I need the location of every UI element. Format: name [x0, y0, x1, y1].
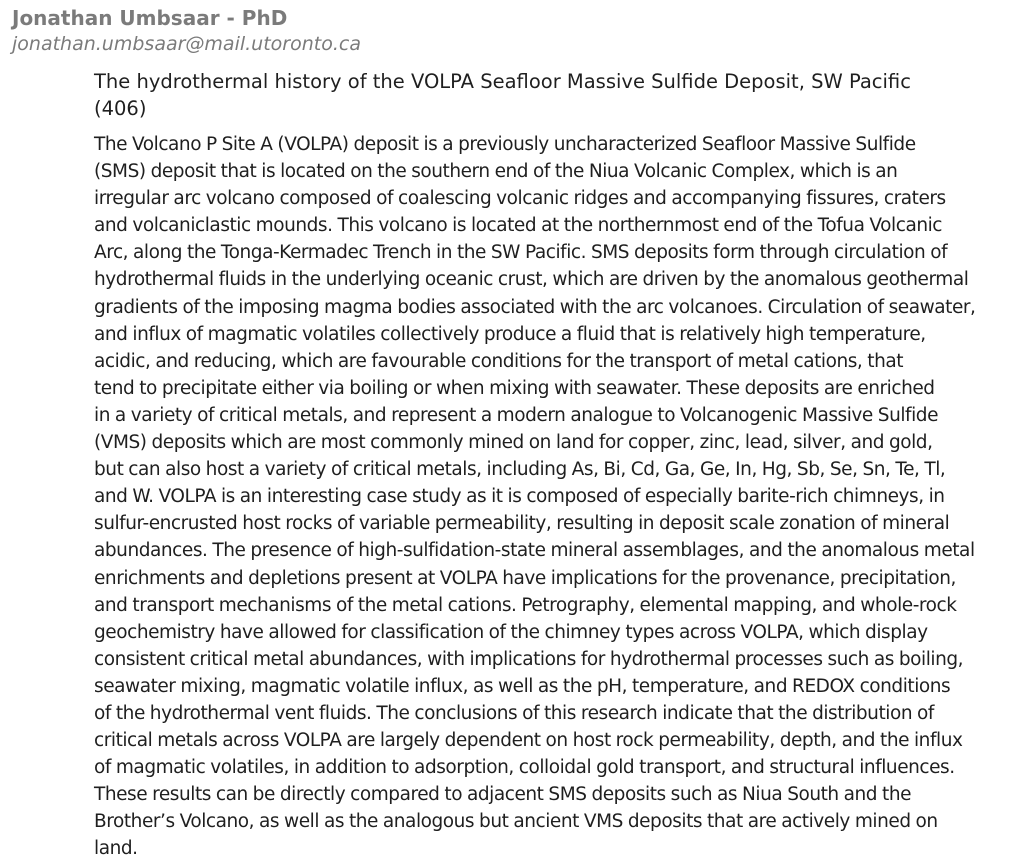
abstract-line: sulfur-encrusted host rocks of variable permeability, resulting in deposit scale zonation of mineral — [94, 513, 950, 535]
abstract-line: Brother’s Volcano, as well as the analogous but ancient VMS deposits that are actively mined on — [94, 811, 938, 833]
abstract-line: hydrothermal fluids in the underlying oceanic crust, which are driven by the anomalous geothermal — [94, 269, 969, 291]
abstract-line: geochemistry have allowed for classification of the chimney types across VOLPA, which display — [94, 621, 928, 643]
abstract-line: consistent critical metal abundances, with implications for hydrothermal processes such as boiling, — [94, 648, 964, 670]
abstract-line: but can also host a variety of critical metals, including As, Bi, Cd, Ga, Ge, In, Hg, Sb, Se, Sn, Te, Tl, — [94, 459, 946, 481]
abstract-line: in a variety of critical metals, and represent a modern analogue to Volcanogenic Massive Sulfide — [94, 404, 939, 426]
abstract-line: tend to precipitate either via boiling or when mixing with seawater. These deposits are enriched — [94, 377, 935, 399]
abstract-line: and W. VOLPA is an interesting case study as it is composed of especially barite-rich chimneys, in — [94, 486, 945, 508]
abstract-line: and transport mechanisms of the metal cations. Petrography, elemental mapping, and whole-rock — [94, 594, 957, 616]
abstract-line: and influx of magmatic volatiles collectively produce a fluid that is relatively high temperature, — [94, 323, 926, 345]
author-name: Jonathan Umbsaar - PhD — [12, 6, 288, 30]
abstract-line: gradients of the imposing magma bodies associated with the arc volcanoes. Circulation of seawater, — [94, 296, 976, 318]
author-block — [12, 5, 1022, 57]
abstract-body — [94, 131, 1026, 863]
abstract-line: irregular arc volcano composed of coalescing volcanic ridges and accompanying fissures, craters — [94, 188, 946, 210]
abstract-line: critical metals across VOLPA are largely dependent on host rock permeability, depth, and the influx — [94, 730, 963, 752]
abstract-block — [94, 68, 1026, 863]
abstract-title: The hydrothermal history of the VOLPA Seafloor Massive Sulfide Deposit, SW Pacific — [94, 70, 911, 93]
abstract-line: land. — [94, 838, 138, 860]
abstract-line: enrichments and depletions present at VOLPA have implications for the provenance, precipitation, — [94, 567, 956, 589]
abstract-line: of magmatic volatiles, in addition to adsorption, colloidal gold transport, and structural influences. — [94, 757, 955, 779]
abstract-line: Arc, along the Tonga-Kermadec Trench in the SW Pacific. SMS deposits form through circulation of — [94, 242, 948, 264]
abstract-line: abundances. The presence of high-sulfidation-state mineral assemblages, and the anomalous metal — [94, 540, 975, 562]
abstract-line: seawater mixing, magmatic volatile influx, as well as the pH, temperature, and REDOX conditions — [94, 675, 951, 697]
abstract-line: acidic, and reducing, which are favourable conditions for the transport of metal cations, that — [94, 350, 904, 372]
author-email: jonathan.umbsaar@mail.utoronto.ca — [12, 33, 361, 55]
abstract-line: (VMS) deposits which are most commonly mined on land for copper, zinc, lead, silver, and gold, — [94, 432, 933, 454]
abstract-line: The Volcano P Site A (VOLPA) deposit is a previously uncharacterized Seafloor Massive Sulfide — [94, 134, 916, 155]
abstract-number: (406) — [94, 97, 147, 120]
abstract-line: and volcaniclastic mounds. This volcano is located at the northernmost end of the Tofua Volcanic — [94, 215, 943, 237]
abstract-line: of the hydrothermal vent fluids. The conclusions of this research indicate that the distribution of — [94, 702, 934, 724]
abstract-line: (SMS) deposit that is located on the southern end of the Niua Volcanic Complex, which is an — [94, 161, 898, 183]
abstract-line: These results can be directly compared to adjacent SMS deposits such as Niua South and the — [94, 784, 912, 806]
